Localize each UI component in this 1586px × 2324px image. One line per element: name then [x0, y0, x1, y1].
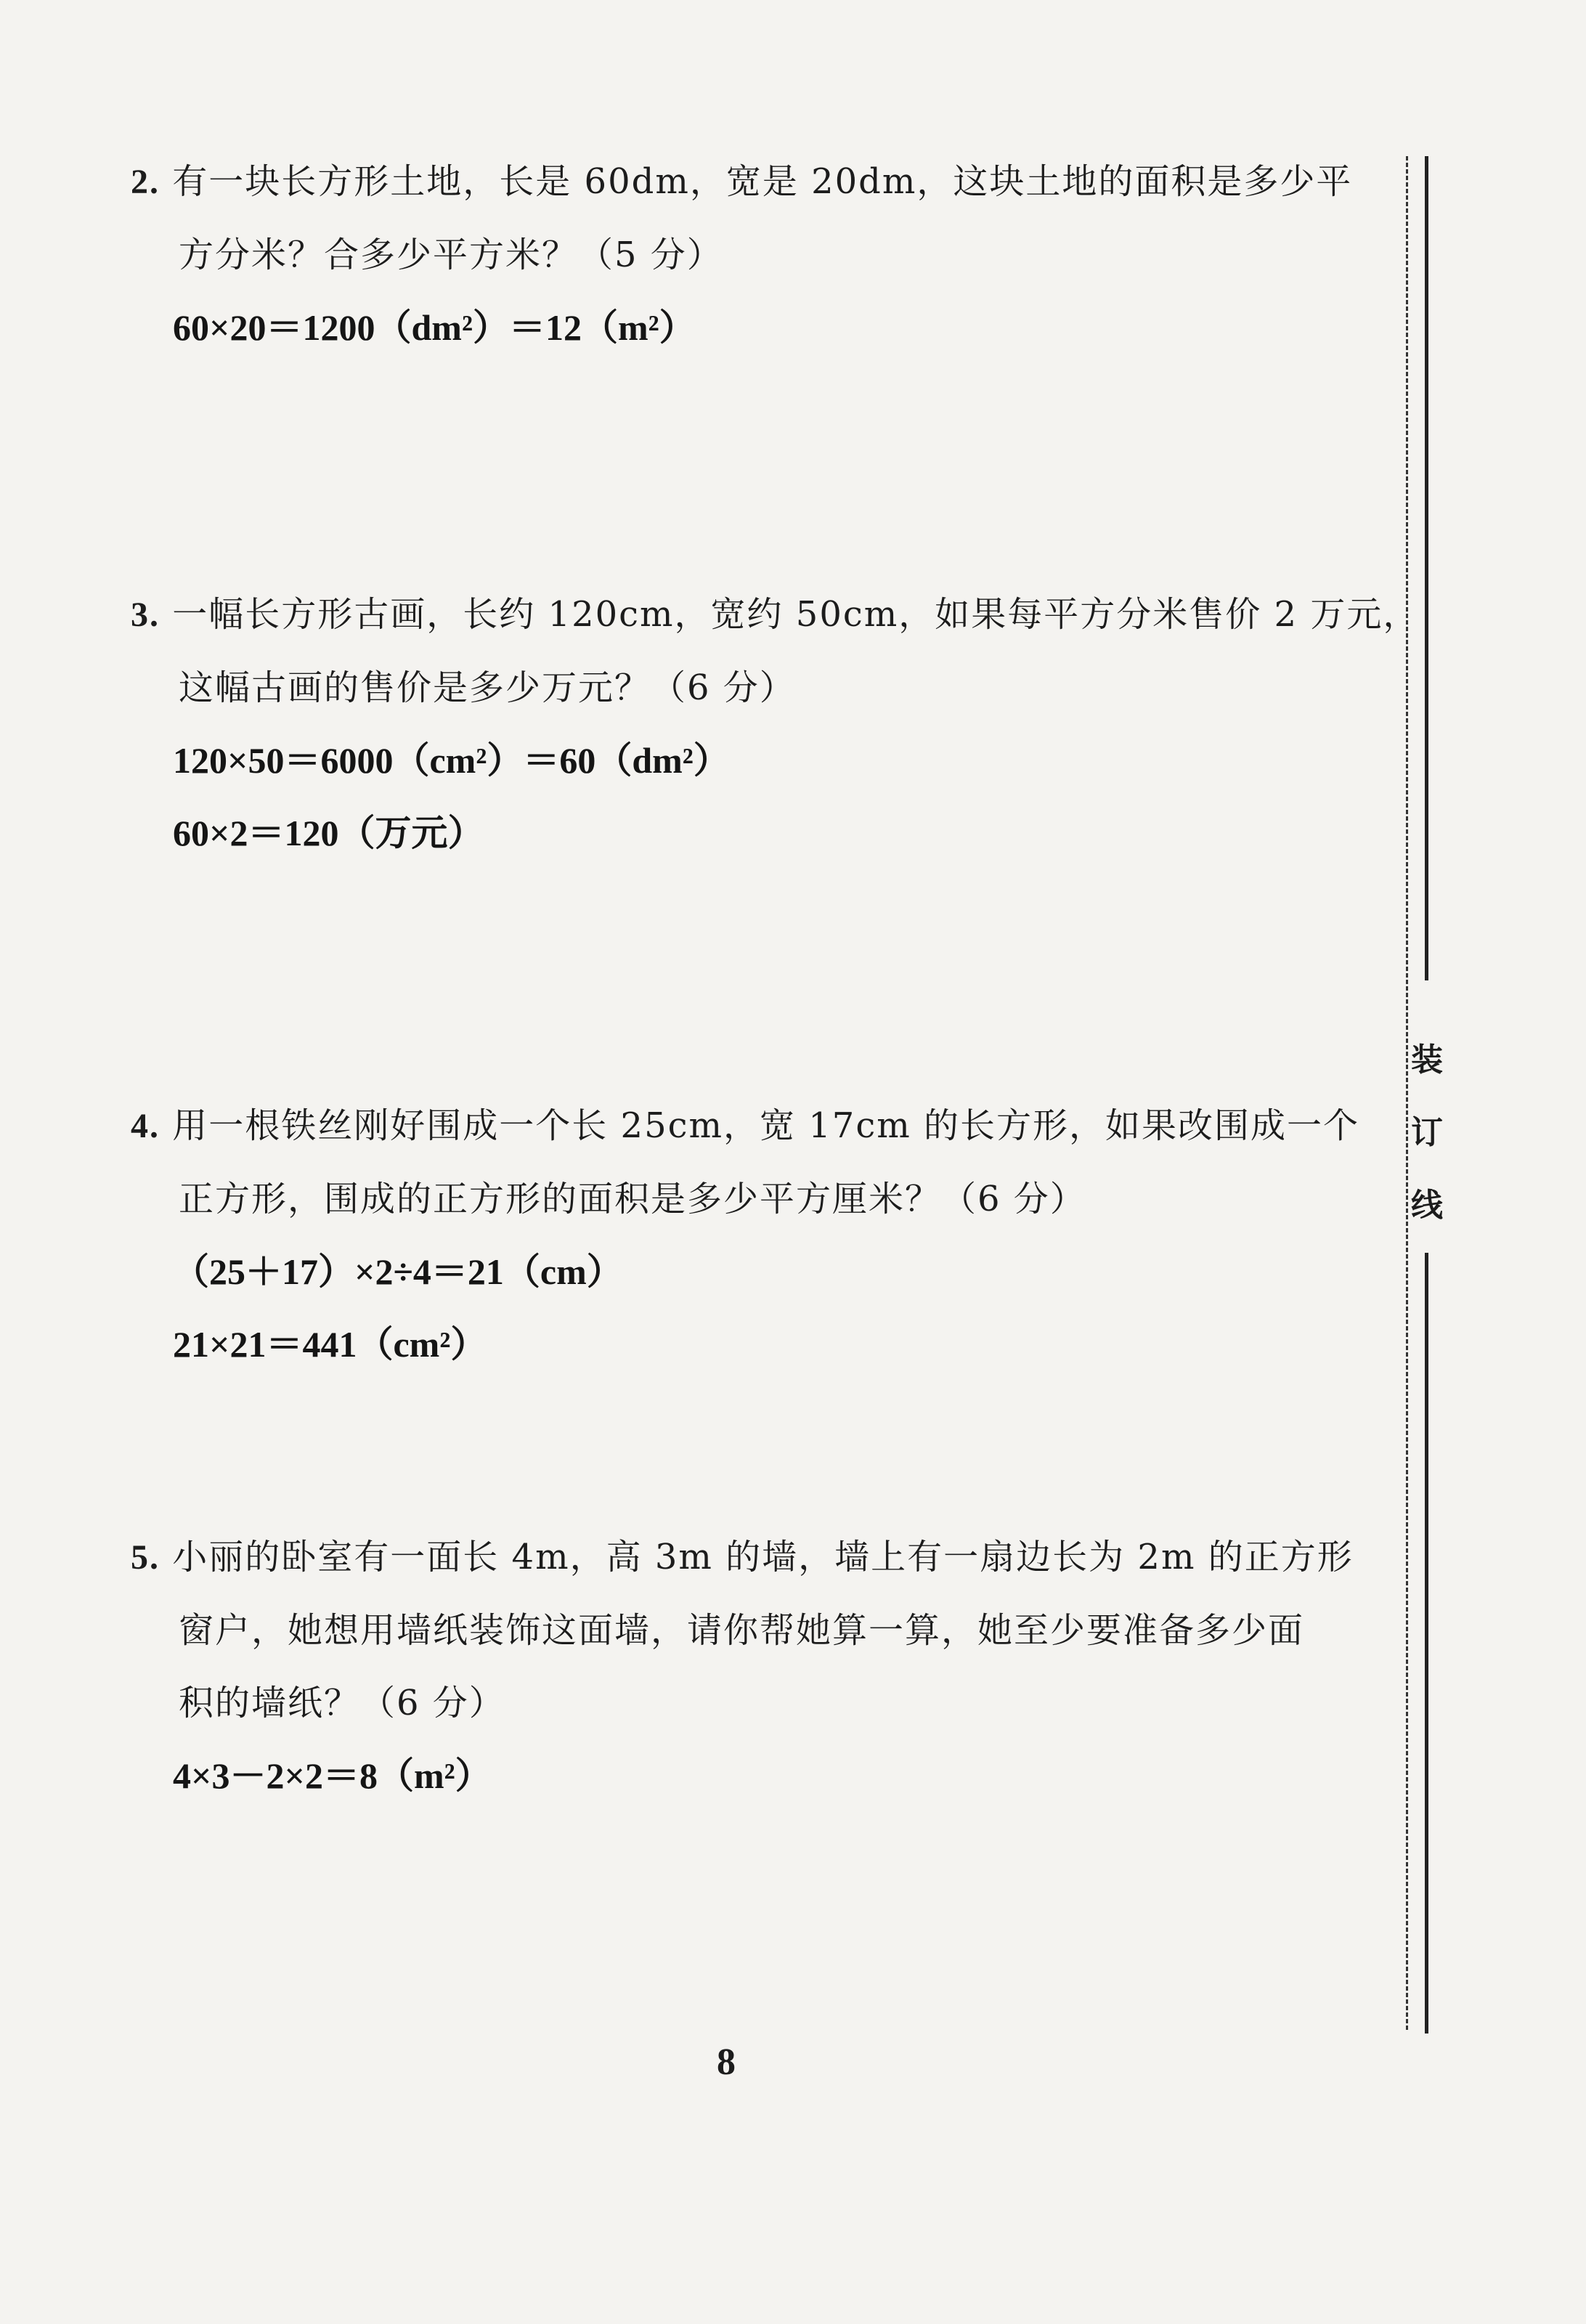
problem-3: [131, 578, 1420, 869]
problem-5: [131, 1521, 1380, 1812]
question-line: [131, 1089, 1380, 1163]
question-text: 小丽的卧室有一面长 4m，高 3m 的墙，墙上有一扇边长为 2m 的正方形: [172, 1537, 1354, 1577]
question-text: 用一根铁丝刚好围成一个长 25cm，宽 17cm 的长方形，如果改围成一个: [172, 1105, 1359, 1146]
question-line: 积的墙纸？（6 分）: [179, 1683, 505, 1723]
binding-char: 订: [1411, 1114, 1443, 1151]
binding-char: 装: [1411, 1041, 1443, 1078]
problem-number: 4.: [131, 1107, 160, 1145]
problem-number: 3.: [131, 596, 160, 634]
answer-line: 60×20＝1200（dm²）＝12（m²）: [173, 307, 696, 348]
question-line: [131, 1521, 1380, 1594]
answer-line: 120×50＝6000（cm²）＝60（dm²）: [173, 740, 730, 781]
question-line: [131, 145, 1380, 219]
question-text: 有一块长方形土地，长是 60dm，宽是 20dm，这块土地的面积是多少平: [172, 161, 1353, 202]
question-line: 窗户，她想用墙纸装饰这面墙，请你帮她算一算，她至少要准备多少面: [179, 1610, 1305, 1651]
question-line: 正方形，围成的正方形的面积是多少平方厘米？（6 分）: [179, 1179, 1086, 1219]
question-line: 这幅古画的售价是多少万元？（6 分）: [179, 667, 796, 708]
answer-line: 21×21＝441（cm²）: [173, 1324, 487, 1365]
binding-char: 线: [1411, 1187, 1443, 1224]
question-line: 方分米？合多少平方米？（5 分）: [179, 235, 723, 275]
answer-line: （25＋17）×2÷4＝21（cm）: [173, 1251, 623, 1292]
answer-line: 4×3－2×2＝8（m²）: [173, 1755, 492, 1796]
binding-solid-line-bottom: [1425, 1253, 1428, 2033]
problem-2: [131, 145, 1380, 364]
answer-line: 60×2＝120（万元）: [173, 813, 484, 853]
binding-solid-line-top: [1425, 156, 1428, 980]
question-line: [131, 578, 1420, 651]
problem-4: [131, 1089, 1380, 1381]
problem-number: 5.: [131, 1538, 160, 1577]
problem-number: 2.: [131, 163, 160, 201]
page-number: 8: [717, 2041, 736, 2083]
question-text: 一幅长方形古画，长约 120cm，宽约 50cm，如果每平方分米售价 2 万元，: [172, 594, 1420, 635]
binding-label: [1405, 1024, 1449, 1242]
